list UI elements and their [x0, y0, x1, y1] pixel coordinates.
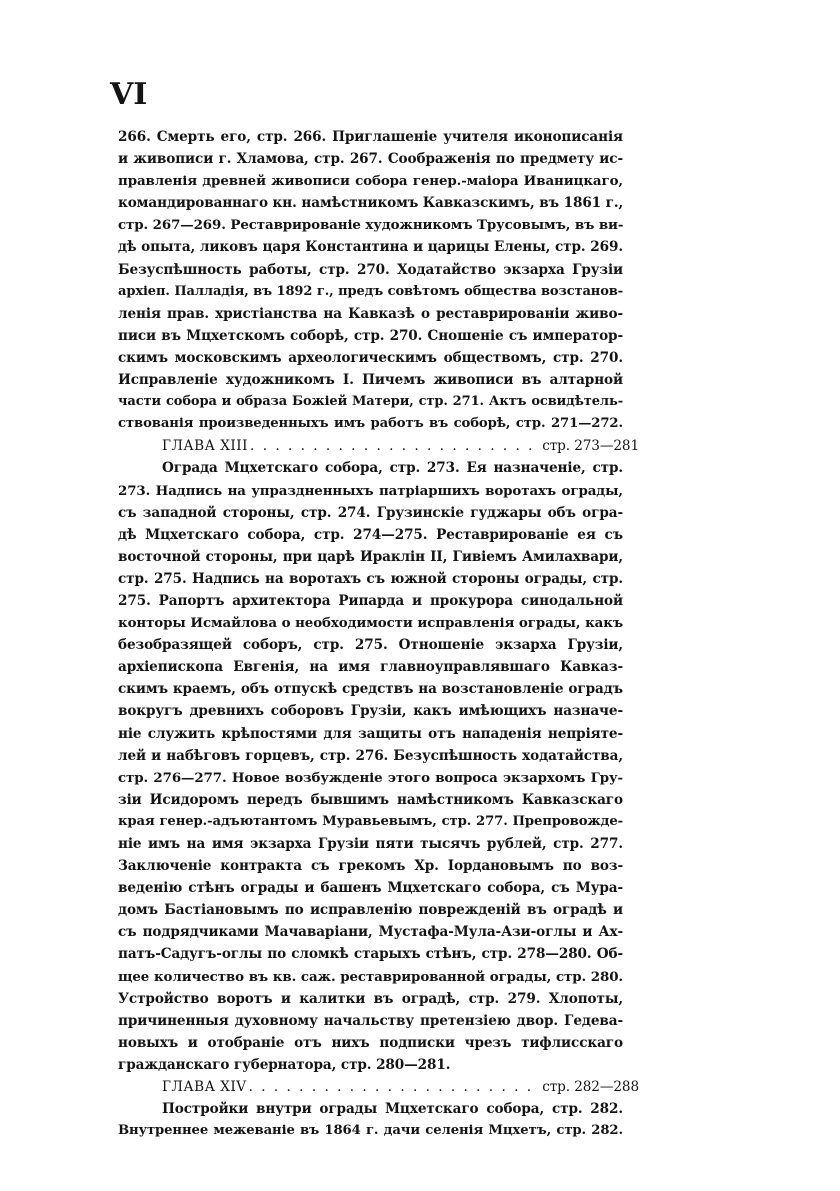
text-line: веденію стѣнъ ограды и башенъ Мцхетскаго собора, съ Мура- [118, 880, 623, 897]
text-line: 266. Смерть его, стр. 266. Приглашеніе учителя иконописанія [118, 129, 623, 145]
text-line: конторы Исмайлова о необходимости исправленія ограды, какъ [118, 615, 623, 632]
chapter-title: ГЛАВА XIII [162, 438, 249, 455]
chapter-12-summary-tail [118, 126, 623, 435]
text-line: 275. Рапортъ архитектора Рипарда и прокурора синодальной [118, 592, 623, 609]
text-line: съ подрядчиками Мачаваріани, Мустафа-Мула-Ази-оглы и Ах- [118, 924, 623, 941]
text-line: скимъ краемъ, объ отпускѣ средствъ на возстановленіе оградъ [118, 681, 623, 698]
text-line: Устройство воротъ и калитки въ оградѣ, стр. 279. Хлопоты, [118, 990, 623, 1007]
text-line: дѣ Мцхетскаго собора, стр. 274—275. Реставрированіе ея съ [118, 526, 623, 543]
chapter-13-heading [162, 435, 639, 457]
text-line: Ограда Мцхетскаго собора, стр. 273. Ея назначеніе, стр. [162, 460, 623, 477]
text-line: командированнаго кн. намѣстникомъ Кавказскимъ, въ 1861 г., [118, 195, 624, 212]
text-line: новыхъ и отобраніе отъ нихъ подписки чрезъ тифлисскаго [118, 1034, 623, 1051]
text-line: Постройки внутри ограды Мцхетскаго собора, стр. 282. [162, 1101, 623, 1118]
text-line: Исправленіе художникомъ І. Пичемъ живописи въ алтарной [118, 372, 623, 389]
chapter-13-summary [118, 457, 623, 1076]
dot-leader [250, 435, 540, 457]
text-line: патъ-Садугъ-оглы по сломкѣ старыхъ стѣнъ, стр. 278—280. Об- [118, 946, 623, 963]
text-line: ствованія произведенныхъ имъ работъ въ соборѣ, стр. 271—272. [118, 416, 623, 432]
text-line: 273. Надпись на упраздненныхъ патріаршихъ воротахъ ограды, [118, 482, 623, 499]
text-line: зіи Исидоромъ передъ бывшимъ намѣстникомъ Кавказскаго [118, 791, 623, 808]
text-line: ленія прав. христіанства на Кавказѣ о реставрированіи живо- [118, 305, 623, 322]
text-line: домъ Бастіановымъ по исправленію поврежденій въ оградѣ и [118, 902, 623, 919]
chapter-pages: стр. 273—281 [542, 438, 639, 455]
text-line: стр. 276—277. Новое возбужденіе этого вопроса экзархомъ Гру- [118, 769, 623, 786]
text-line: стр. 267—269. Реставрированіе художникомъ Трусовымъ, въ ви- [118, 217, 624, 234]
text-line: правленія древней живописи собора генер.-маіора Иваницкаго, [118, 173, 623, 190]
chapter-14-heading [162, 1076, 639, 1098]
text-line: Безуспѣшность работы, стр. 270. Ходатайство экзарха Грузіи [118, 261, 623, 278]
chapter-title: ГЛАВА XIV [162, 1079, 247, 1096]
page-number: VI [110, 77, 148, 112]
dot-leader [249, 1076, 541, 1098]
text-line: восточной стороны, при царѣ Ираклін II, Гивіемъ Амилахвари, [118, 548, 623, 565]
book-page [110, 77, 639, 1142]
text-line: части собора и образа Божіей Матери, стр. 271. Актъ освидѣтель- [118, 394, 623, 410]
chapter-14-summary [118, 1098, 623, 1142]
text-line: дѣ опыта, ликовъ царя Константина и царицы Елены, стр. 269. [118, 239, 623, 256]
text-line: архіепископа Евгенія, на имя главноуправлявшаго Кавказ- [118, 659, 623, 676]
text-line: архіеп. Палладія, въ 1892 г., предъ совѣтомъ общества возстанов- [118, 283, 623, 299]
text-line: съ западной стороны, стр. 274. Грузинскіе гуджары объ огра- [118, 504, 623, 521]
text-line: лей и набѣговъ горцевъ, стр. 276. Безуспѣшность ходатайства, [118, 747, 623, 764]
text-line: края генер.-адъютантомъ Муравьевымъ, стр. 277. Препровожде- [118, 813, 623, 829]
text-line: скимъ московскимъ археологическимъ обществомъ, стр. 270. [118, 349, 623, 366]
text-line: вокругъ древнихъ соборовъ Грузіи, какъ имѣющихъ назначе- [118, 703, 623, 720]
chapter-pages: стр. 282—288 [542, 1079, 639, 1096]
text-line: Заключеніе контракта съ грекомъ Хр. Іордановымъ по воз- [118, 858, 623, 875]
text-line: ніе имъ на имя экзарха Грузіи пяти тысячъ рублей, стр. 277. [118, 836, 623, 852]
text-line: щее количество въ кв. саж. реставрированной ограды, стр. 280. [118, 968, 623, 985]
text-line: гражданскаго губернатора, стр. 280—281. [118, 1056, 451, 1073]
text-line: причиненныя духовному начальству претензіею двор. Гедева- [118, 1012, 623, 1029]
text-line: и живописи г. Хламова, стр. 267. Соображенія по предмету ис- [118, 151, 623, 168]
text-line: Внутреннее межеваніе въ 1864 г. дачи селенія Мцхетъ, стр. 282. [118, 1123, 623, 1139]
text-line: писи въ Мцхетскомъ соборѣ, стр. 270. Сношеніе съ император- [118, 327, 623, 344]
text-line: стр. 275. Надпись на воротахъ съ южной стороны ограды, стр. [118, 570, 623, 587]
text-line: безобразящей соборъ, стр. 275. Отношеніе экзарха Грузіи, [118, 637, 623, 654]
text-line: ніе служить крѣпостями для защиты отъ нападенія непріяте- [118, 725, 623, 742]
